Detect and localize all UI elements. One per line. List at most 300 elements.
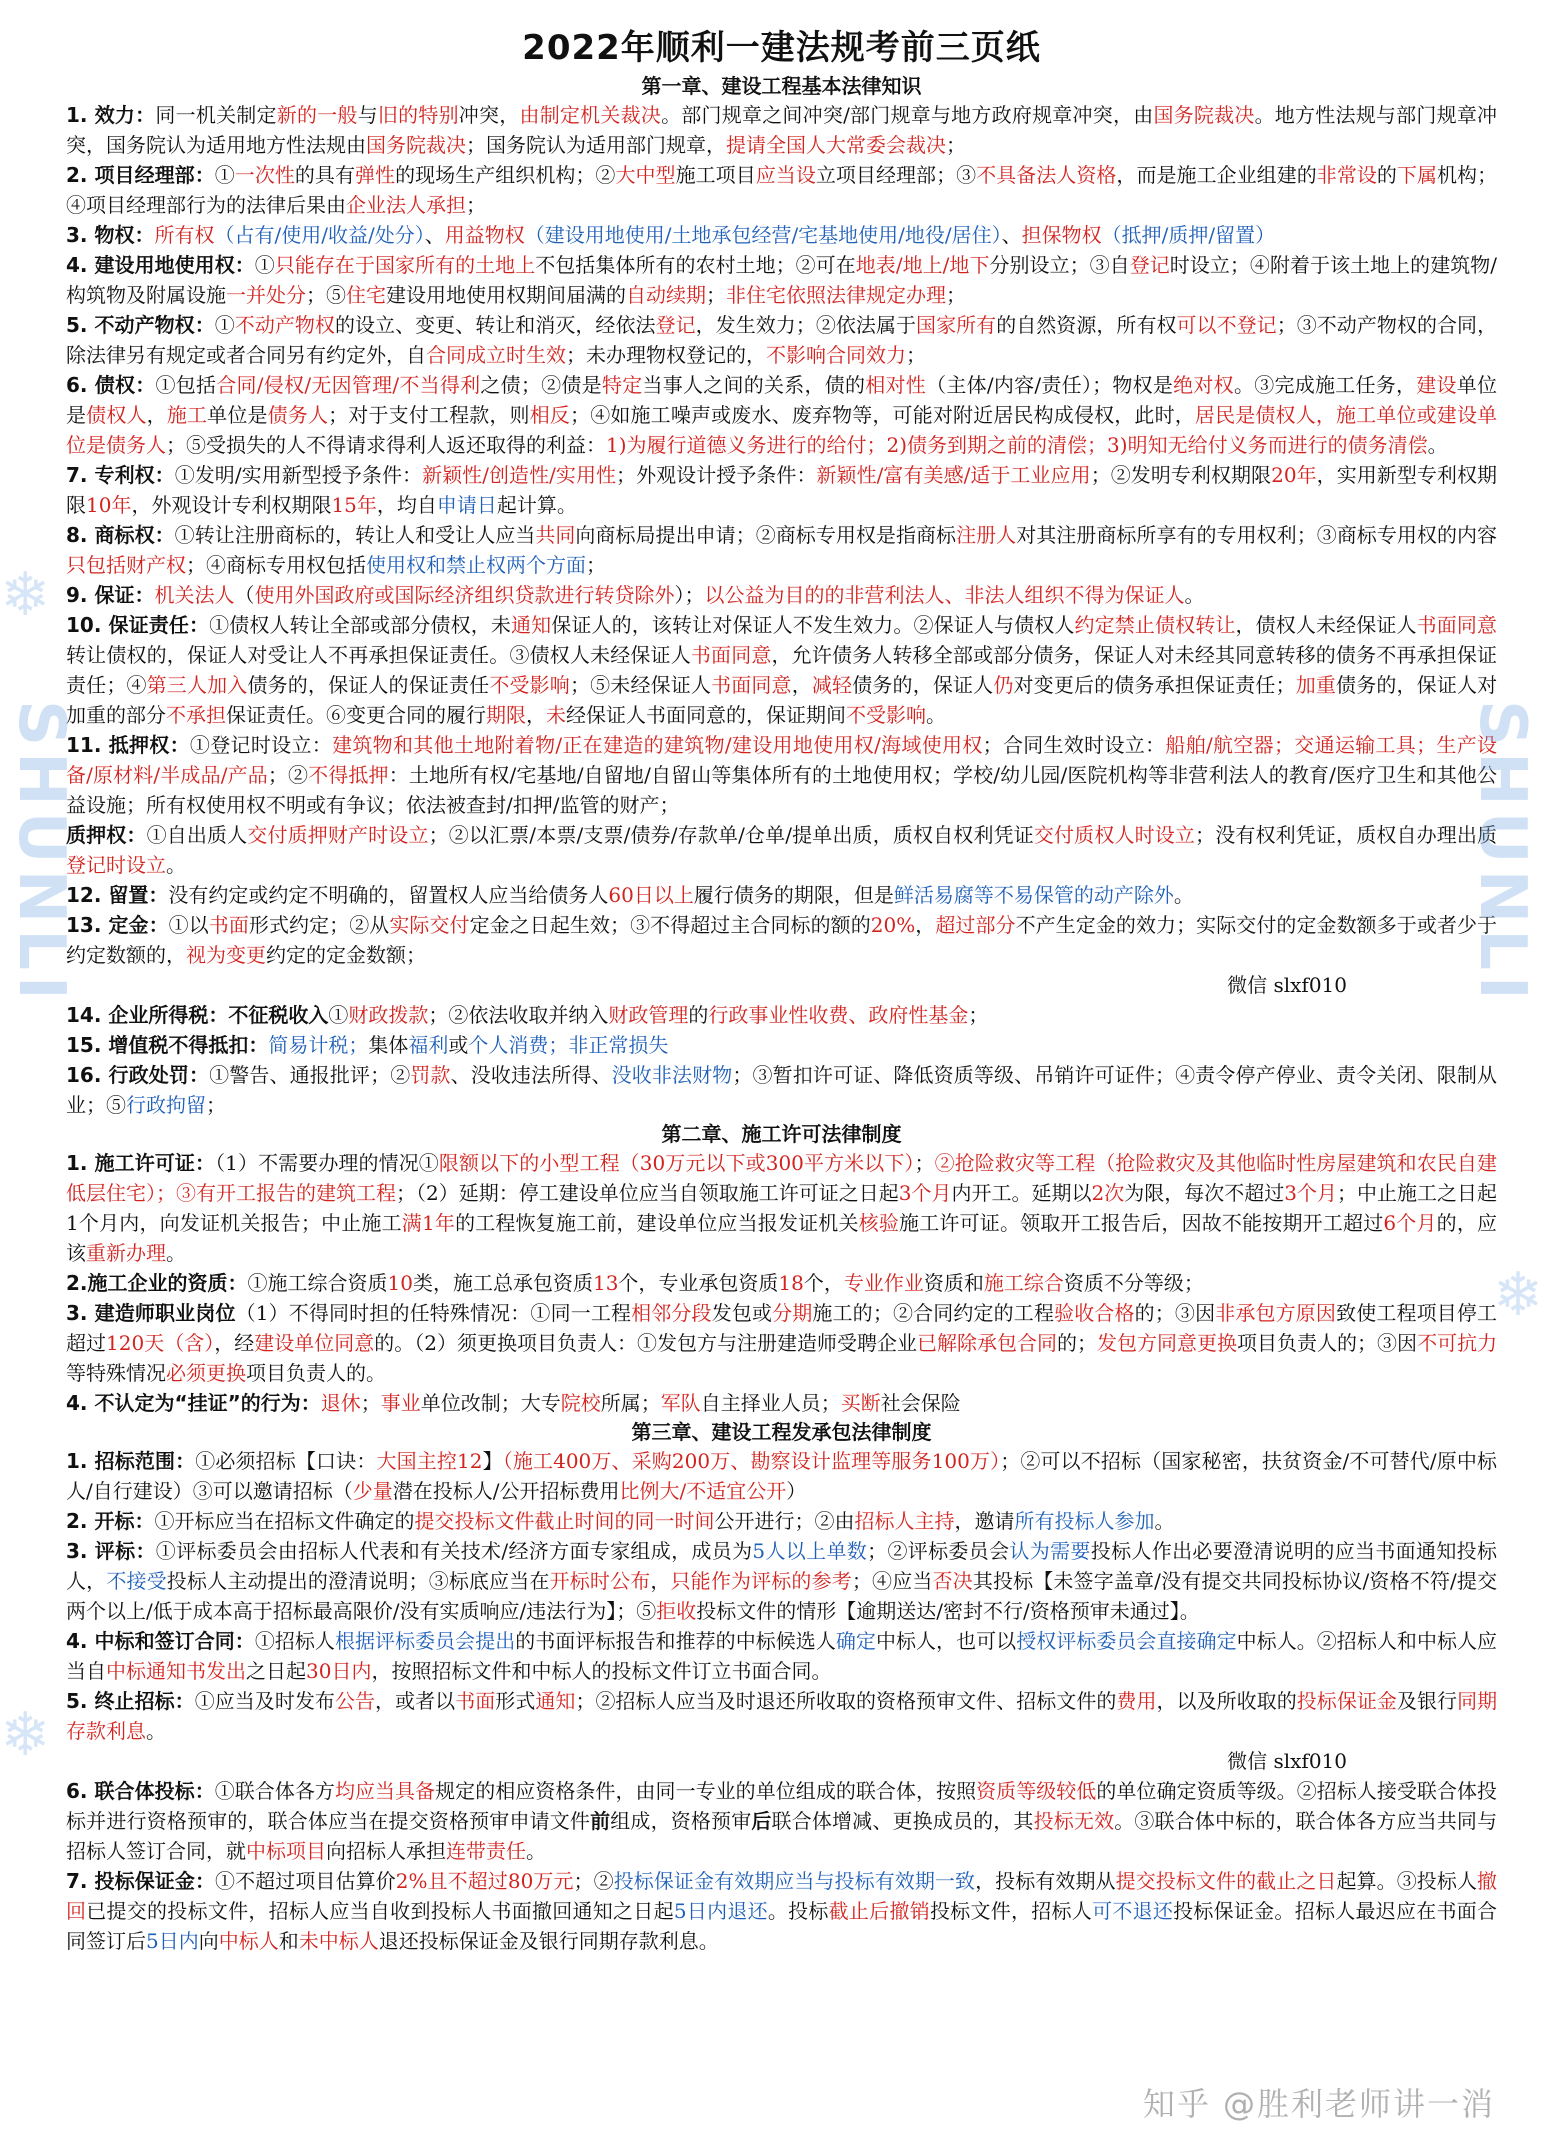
body-text: 形式约定；②从 [248, 913, 390, 937]
body-text: 或 [448, 1033, 469, 1057]
body-text: （1）不需要办理的情况① [215, 1151, 439, 1175]
body-text: 。 [1173, 883, 1194, 907]
body-text: 组成，资格预审 [610, 1809, 752, 1833]
body-text: 债务的，保证人对加重的部分 [66, 673, 1498, 727]
body-text: ； [906, 343, 926, 367]
key-point-red: ②抢险救灾等工程（抢险救灾及其他临时性房屋建筑和农民自建低层住宅）；③有开工报告的建筑工程 [66, 1151, 1497, 1205]
key-point-red: 30日内 [306, 1659, 372, 1683]
body-text: 。部门规章之间冲突/部门规章与地方政府规章冲突，由 [661, 103, 1154, 127]
body-text: 之债；②债是 [480, 373, 602, 397]
body-text: 规定的相应资格条件，由同一专业的单位组成的联合体，按照 [435, 1779, 977, 1803]
section-effect [66, 100, 1497, 160]
section-vat [66, 1030, 1497, 1060]
section-label: 9. 保证： [66, 583, 155, 607]
body-text: ① [254, 253, 275, 277]
key-point-blue: 确定 [835, 1629, 876, 1653]
body-text: 。 [1427, 433, 1448, 457]
key-point-red: 3个月 [898, 1181, 952, 1205]
body-text: 。 [1154, 1509, 1175, 1533]
body-text: ；（2）延期：停工建设单位应当自领取施工许可证之日起 [396, 1181, 899, 1205]
key-point-blue: 认为需要 [1009, 1539, 1091, 1563]
body-text: 为限，每次不超过 [1124, 1181, 1285, 1205]
body-text: 约定的定金数额； [266, 943, 426, 967]
section-label: 3. 物权： [66, 223, 155, 247]
snowflake-icon: ❄ [0, 1700, 51, 1770]
body-text: 冲突， [458, 103, 520, 127]
section-label: 13. 定金： [66, 913, 169, 937]
body-text: ①债权人转让全部或部分债权，未 [209, 613, 512, 637]
wechat-note-1: 微信 slxf010 [1227, 973, 1347, 997]
key-point-red: 由制定机关裁决 [519, 103, 662, 127]
key-point-red: 少量 [352, 1479, 393, 1503]
body-text: ①包括 [155, 373, 217, 397]
body-text: ， [146, 403, 167, 427]
key-point-blue: 申请日 [436, 493, 497, 517]
key-point-red: 国务院裁决 [1153, 103, 1255, 127]
body-text: ①开标应当在招标文件确定的 [154, 1509, 415, 1533]
key-point-red: 绝对权 [1173, 373, 1234, 397]
key-point-red: 投标保证金 [1296, 1689, 1397, 1713]
key-point-red: 实际交付 [389, 913, 470, 937]
body-text: 的工程恢复施工前，建设单位应当报发证机关 [455, 1211, 859, 1235]
key-point-red: 住宅 [346, 283, 386, 307]
body-text: 的单位确定资质等级。②招标人接受联合体投标并进行资格预审的，联合体应当在提交资格预审申请文件 [66, 1779, 1498, 1833]
section-lien [66, 880, 1497, 910]
body-text: 分别设立；③自 [989, 253, 1130, 277]
key-point-red: 公告 [334, 1689, 376, 1713]
key-point-blue: 个人消费；非正常损失 [468, 1033, 669, 1057]
body-text: ①评标委员会由招标人代表和有关技术/经济方面专家组成，成员为 [155, 1539, 753, 1563]
body-text: 转让债权的，保证人对受让人不再承担保证责任。③债权人未经保证人 [66, 643, 691, 667]
key-point-red: 发包方同意更换 [1097, 1331, 1238, 1355]
section-label: 1. 效力： [66, 103, 156, 127]
key-point-blue: 没收非法财物 [611, 1063, 733, 1087]
body-text: 形式 [495, 1689, 536, 1713]
section-label: 1. 招标范围： [66, 1449, 196, 1473]
body-text: ，发生效力；②依法属于 [695, 313, 917, 337]
body-text: 投标文件，招标人 [929, 1899, 1093, 1923]
section-admin-penalty [66, 1060, 1497, 1120]
body-text: 时设立；④附着于该土地上的建筑物/构筑物及附属设施 [66, 253, 1498, 307]
section-not-registration-lending [66, 1388, 1497, 1418]
section-label: 12. 留置： [66, 883, 169, 907]
key-point-red: 核验 [858, 1211, 900, 1235]
key-point-red: 已解除承包合同 [917, 1331, 1058, 1355]
key-point-red: 资质等级较低 [976, 1779, 1097, 1803]
section-income-tax [66, 1000, 1497, 1030]
key-point-red: 使用外国政府或国际经济组织贷款进行转贷除外 [254, 583, 675, 607]
body-text: 投标人主动提出的澄清说明；③标底应当在 [166, 1569, 550, 1593]
key-point-red: 2%且不超过80万元 [395, 1869, 574, 1893]
key-point-red: 约定禁止债权转让 [1074, 613, 1236, 637]
key-point-red: 验收合格 [1054, 1301, 1135, 1325]
key-point-red: 费用 [1116, 1689, 1157, 1713]
body-text: ， [526, 703, 546, 727]
body-text: ；未办理物权登记的， [566, 343, 766, 367]
body-text: ①必须招标【口诀： [195, 1449, 377, 1473]
key-point-red: 仍 [993, 673, 1014, 697]
body-text: 的自然资源，所有权 [996, 313, 1177, 337]
key-point-red: 登记时设立 [66, 853, 166, 877]
key-point-red: 军队 [660, 1391, 701, 1415]
key-point-red: 20年 [1271, 463, 1317, 487]
key-point-blue: 可不退还 [1092, 1899, 1174, 1923]
body-text: ：土地所有权/宅基地/自留地/自留山等集体所有的土地使用权；学校/幼儿园/医院机构等非营利法人的教育/医疗卫生和其他公益设施；所有权使用权不明或有争议；依法被查封/扣押/监管的财产； [66, 763, 1498, 817]
body-text: ；④商标专用权包括 [186, 553, 366, 577]
key-point-red: 共同 [535, 523, 576, 547]
key-point-blue: 福利 [408, 1033, 449, 1057]
body-text: ；⑤受损失的人不得请求得利人返还取得的利益： [166, 433, 606, 457]
key-point-red: 大国主控12 [376, 1449, 483, 1473]
body-text: ； [360, 1391, 381, 1415]
section-label: 5. 终止招标： [66, 1689, 195, 1713]
body-text: ；②依法收取并纳入 [428, 1003, 609, 1027]
body-text: ①警告、通报批评；② [209, 1063, 411, 1087]
key-point-red: 非常设 [1316, 163, 1377, 187]
body-text: 投标文件的情形【逾期送达/密封不行/资格预审未通过】。 [696, 1599, 1200, 1623]
body-text: ；②可以不招标（国家秘密，扶贫资金/不可替代/原中标人/自行建设）③可以邀请招标（ [66, 1449, 1498, 1503]
body-text: 致使工程项目停工超过 [66, 1301, 1498, 1355]
key-point-blue: 行政拘留 [126, 1093, 206, 1117]
body-text: ， [915, 913, 936, 937]
key-point-red: 建筑物和其他土地附着物/正在建造的建筑物/建设用地使用权/海域使用权 [332, 733, 983, 757]
key-point-red: 提请全国人大常委会裁决 [726, 133, 946, 157]
key-point-blue: 简易计税； [268, 1033, 369, 1057]
section-enterprise-qualification [66, 1268, 1497, 1298]
body-text: 机构；④项目经理部行为的法律后果由 [66, 163, 1498, 217]
body-text: ； [466, 193, 486, 217]
key-point-red: 拒收 [656, 1599, 697, 1623]
section-label: 2. 项目经理部： [66, 163, 215, 187]
body-text: ；② [573, 1869, 614, 1893]
key-point-red: 重新办理 [86, 1241, 166, 1265]
key-point-blue: 所有投标人参加 [1014, 1509, 1155, 1533]
section-pledge [66, 820, 1497, 880]
body-text: 。 [926, 703, 946, 727]
key-point-red: 不承担 [166, 703, 226, 727]
body-text: 资质和 [923, 1271, 984, 1295]
body-text: ①不超过项目估算价 [215, 1869, 396, 1893]
key-point-red: 不受影响 [489, 673, 570, 697]
key-point-red: 相对性 [865, 373, 927, 397]
key-point-red: 相反 [529, 403, 571, 427]
body-text: ； [586, 553, 606, 577]
section-label: 8. 商标权： [66, 523, 175, 547]
body-text: 施工许可证。领取开工报告后，因故不能按期开工超过 [899, 1211, 1384, 1235]
section-label: 1. 施工许可证： [66, 1151, 216, 1175]
body-text: 向 [198, 1929, 219, 1953]
key-point-blue: 不接受 [106, 1569, 167, 1593]
key-point-red: 60日以上 [608, 883, 694, 907]
body-text: 向招标人承担 [326, 1839, 446, 1863]
key-point-red: 3个月 [1284, 1181, 1337, 1205]
key-point-blue: 使用权和禁止权两个方面 [366, 553, 586, 577]
key-point-blue: （占有/使用/收益/处分） [214, 223, 425, 247]
section-constructor-post [66, 1298, 1497, 1388]
body-text: 内开工。延期以 [951, 1181, 1092, 1205]
key-point-red: 新颖性/富有美感/适于工业应用 [816, 463, 1091, 487]
key-point-red: 通知 [511, 613, 552, 637]
body-text: ，均自 [376, 493, 437, 517]
key-point-red: 只能存在于国家所有的土地上 [274, 253, 536, 277]
key-point-red: 15年 [331, 493, 377, 517]
section-land-use-right [66, 250, 1497, 310]
key-point-red: 开标时公布 [549, 1569, 651, 1593]
section-trademark [66, 520, 1497, 580]
key-point-red: 不得抵押 [308, 763, 389, 787]
key-point-red: 注册人 [956, 523, 1017, 547]
key-point-red: 否决 [932, 1569, 973, 1593]
body-text: 没有约定或约定不明确的，留置权人应当给债务人 [168, 883, 609, 907]
body-text: 、没收违法所得、 [450, 1063, 612, 1087]
key-point-red: 新颖性/创造性/实用性 [422, 463, 617, 487]
key-point-red: 6个月 [1383, 1211, 1437, 1235]
body-text: 的现场生产组织机构；② [395, 163, 616, 187]
body-text: ；③暂扣许可证、降低资质等级、吊销许可证件；④责令停产停业、责令关闭、限制从业；⑤ [66, 1063, 1497, 1117]
body-text: ①应当及时发布 [194, 1689, 335, 1713]
body-text: ① [328, 1003, 349, 1027]
key-point-red: 下属 [1396, 163, 1438, 187]
key-point-red: 通知 [535, 1689, 576, 1713]
section-label: 11. 抵押权： [66, 733, 190, 757]
key-point-red: 投标无效 [1033, 1809, 1115, 1833]
body-text: ）； [674, 583, 705, 607]
body-text: ； [946, 133, 966, 157]
document-title: 2022年顺利一建法规考前三页纸 [522, 28, 1041, 68]
body-text: ，以及所收取的 [1156, 1689, 1297, 1713]
body-text: 。 [1184, 583, 1205, 607]
key-point-red: 买断 [840, 1391, 881, 1415]
section-label: 2.施工企业的资质： [66, 1271, 248, 1295]
key-point-red: 自动续期 [626, 283, 706, 307]
key-point-red: 满1年 [401, 1211, 456, 1235]
key-point-red: 20% [870, 913, 916, 937]
body-text: 。③完成施工任务， [1233, 373, 1417, 397]
body-text: 项目负责人的；③因 [1237, 1331, 1418, 1355]
body-text: 不包括集体所有的农村土地；②可在 [535, 253, 856, 277]
key-point-red: 用益物权 [444, 223, 525, 247]
section-deposit [66, 910, 1497, 970]
body-text: 中标人，也可以 [875, 1629, 1017, 1653]
key-point-red: 第三人加入 [146, 673, 248, 697]
body-text: 保证责任。⑥变更合同的履行 [226, 703, 486, 727]
section-label: 10. 保证责任： [66, 613, 210, 637]
body-text: 其投标【未签字盖章/没有提交共同投标协议/资格不符/提交两个以上/低于成本高于招标最高限价/没有实质响应/违法行为】；⑤ [66, 1569, 1498, 1623]
body-text: 不产生定金的效力；实际交付的定金数额多于或者少于约定数额的， [66, 913, 1498, 967]
key-point-red: 只能作为评标的参考 [670, 1569, 852, 1593]
key-point-red: 一并处分 [226, 283, 306, 307]
key-point-red: 同期存款利息 [66, 1689, 1498, 1743]
footer-watermark: 知乎 @胜利老师讲一消 [1142, 2085, 1495, 2123]
section-property-right [66, 220, 1497, 250]
key-point-red: 书面 [455, 1689, 496, 1713]
key-point-red: 非住宅依照法律规定办理 [726, 283, 946, 307]
key-point-red: 建设单位同意 [254, 1331, 375, 1355]
section-label: 2. 开标： [66, 1509, 155, 1533]
key-point-red: 2次 [1091, 1181, 1125, 1205]
key-point-red: 招标人主持 [854, 1509, 955, 1533]
body-text: ①登记时设立： [189, 733, 333, 757]
section-real-estate-right [66, 310, 1497, 370]
body-text: 的 [1376, 163, 1397, 187]
body-text: ，或者以 [375, 1689, 456, 1713]
body-text: 同一机关制定 [155, 103, 277, 127]
body-text: 个，专业承包资质 [618, 1271, 779, 1295]
key-point-red: 院校 [560, 1391, 601, 1415]
key-point-red: 减轻 [811, 673, 853, 697]
key-point-red: 不具备法人资格 [976, 163, 1117, 187]
key-point-red: 书面同意 [690, 643, 772, 667]
key-point-red: 债务人 [267, 403, 329, 427]
body-text: 当事人之间的关系，债的 [642, 373, 866, 397]
body-text: 中标人。②招标人和中标人应当自 [66, 1629, 1498, 1683]
body-text: 】 [482, 1449, 503, 1473]
key-point-red: 非承包方原因 [1215, 1301, 1337, 1325]
key-point-red: 未中标人 [298, 1929, 379, 1953]
body-text: 及银行 [1396, 1689, 1458, 1713]
body-text: 与 [357, 103, 378, 127]
body-text: 、 [424, 223, 445, 247]
body-text: ， [650, 1569, 671, 1593]
body-text: ； [914, 1151, 935, 1175]
key-point-red: 特定 [601, 373, 643, 397]
key-point-red: 均应当具备 [334, 1779, 436, 1803]
body-text: 经保证人书面同意的，保证期间 [566, 703, 846, 727]
body-text: 资质不分等级； [1063, 1271, 1204, 1295]
body-text: 。 [166, 853, 186, 877]
body-text: 向商标局提出申请；②商标专用权是指商标 [575, 523, 957, 547]
body-text: 投标保证金。招标人最迟应在书面合同签订后 [66, 1899, 1498, 1953]
side-watermark-left: SHUNLI [4, 700, 78, 1006]
key-point-red: 大中型 [615, 163, 676, 187]
body-text: 定金之日起生效；③不得超过主合同标的额的 [469, 913, 871, 937]
body-text: ， [791, 673, 812, 697]
body-text: （ [234, 583, 255, 607]
body-text: ；②以汇票/本票/支票/债券/存款单/仓单/提单出质，质权自权利凭证 [428, 823, 1034, 847]
body-text: 债务的，保证人的保证责任 [247, 673, 490, 697]
chapter-3-body [66, 1446, 1497, 1956]
key-point-red: 提交投标文件截止时间的同一时间 [414, 1509, 715, 1533]
wechat-note-2: 微信 slxf010 [1227, 1749, 1347, 1773]
key-point-red: 新的一般 [276, 103, 358, 127]
key-point-red: 船舶/航空器；交通运输工具；生产设备/原材料/半成品/产品 [66, 733, 1498, 787]
chapter-heading-3: 第三章、建设工程发承包法律制度 [631, 1420, 932, 1444]
key-point-red: 合同成立时生效 [426, 343, 566, 367]
body-text: （主体/内容/责任）；物权是 [926, 373, 1174, 397]
key-point-red: 18 [778, 1271, 804, 1295]
key-point-red: 机关法人 [154, 583, 235, 607]
side-watermark-right: SHUNLI [1465, 700, 1539, 1006]
section-creditor-right [66, 370, 1497, 460]
key-point-red: 13 [592, 1271, 619, 1295]
key-point-red: 退休 [320, 1391, 361, 1415]
key-point-blue: 5日内退还 [673, 1899, 768, 1923]
chapter-1-body [66, 100, 1497, 1120]
key-point-red: 期限 [486, 703, 526, 727]
section-label: 3. 评标： [66, 1539, 156, 1563]
body-text: 施工的；②合同约定的工程 [812, 1301, 1055, 1325]
key-point-red: 一次性 [234, 163, 295, 187]
body-text: 社会保险 [880, 1391, 961, 1415]
section-construction-permit [66, 1148, 1497, 1268]
key-point-red: 所有权 [154, 223, 215, 247]
body-text: ；②发明专利权期限 [1090, 463, 1272, 487]
body-text: 。地方性法规与部门规章冲突，国务院认为适用地方性法规由 [66, 103, 1498, 157]
section-label: 质押权： [66, 823, 147, 847]
body-text: 的； [1057, 1331, 1098, 1355]
key-point-red: 罚款 [410, 1063, 451, 1087]
body-text: ① [214, 163, 235, 187]
body-text: 履行债务的期限，但是 [693, 883, 894, 907]
key-point-red: 未 [546, 703, 566, 727]
key-point-red: 企业法人承担 [346, 193, 466, 217]
key-point-red: 10 [387, 1271, 413, 1295]
body-text: 的设立、变更、转让和消灭，经依法 [334, 313, 656, 337]
section-guarantee [66, 580, 1497, 610]
body-text: ；中止施工之日起1个月内，向发证机关报告；中止施工 [66, 1181, 1498, 1235]
section-bidding-scope [66, 1446, 1497, 1506]
body-text: ； [206, 1093, 226, 1117]
section-label: 14. 企业所得税：不征税收入 [66, 1003, 329, 1027]
section-label: 前 [590, 1809, 611, 1833]
body-text: ，按照招标文件和中标人的投标文件订立书面合同。 [371, 1659, 832, 1683]
body-text: 的；③因 [1134, 1301, 1216, 1325]
snowflake-icon: ❄ [0, 560, 51, 630]
key-point-red: 提交投标文件的截止之日 [1115, 1869, 1337, 1893]
key-point-red: 中标人 [218, 1929, 279, 1953]
key-point-red: 不影响合同效力 [766, 343, 906, 367]
key-point-blue: 授权评标委员会直接确定 [1016, 1629, 1237, 1653]
body-text: 已提交的投标文件，招标人应当自收到投标人书面撤回通知之日起 [86, 1899, 674, 1923]
section-patent [66, 460, 1497, 520]
key-point-red: 登记 [655, 313, 696, 337]
key-point-red: 事业 [380, 1391, 421, 1415]
body-text: 之日起 [246, 1659, 306, 1683]
body-text: ； [968, 1003, 989, 1027]
body-text: 投标人作出必要澄清说明的应当书面通知投标人， [66, 1539, 1498, 1593]
body-text: 对变更后的债务承担保证责任； [1013, 673, 1296, 697]
body-text: 所属； [600, 1391, 661, 1415]
body-text: ，投标有效期从 [975, 1869, 1116, 1893]
section-bid-evaluation [66, 1536, 1497, 1626]
key-point-red: 书面 [208, 913, 249, 937]
key-point-red: 不可抗力 [1417, 1331, 1498, 1355]
key-point-red: 施工 [166, 403, 208, 427]
key-point-red: 撤回 [66, 1869, 1498, 1923]
body-text: 。 [146, 1719, 166, 1743]
key-point-red: 比例大/不适宜公开 [619, 1479, 787, 1503]
body-text: 和 [278, 1929, 299, 1953]
body-text: ；④应当 [851, 1569, 933, 1593]
key-point-red: 担保物权 [1021, 223, 1102, 247]
section-label: 4. 不认定为“挂证”的行为： [66, 1391, 321, 1415]
key-point-blue: （抵押/质押/留置） [1101, 223, 1276, 247]
section-label: 3. 建造师职业岗位 [66, 1301, 236, 1325]
body-text: 集体 [368, 1033, 409, 1057]
key-point-red: 不受影响 [846, 703, 926, 727]
body-text: 、 [1001, 223, 1022, 247]
section-mortgage [66, 730, 1497, 820]
section-project-dept [66, 160, 1497, 220]
body-text: ，实用新型专利权期限 [66, 463, 1498, 517]
key-point-red: 120天（含） [106, 1331, 215, 1355]
body-text: ① [214, 313, 235, 337]
body-text: ①施工综合资质 [247, 1271, 388, 1295]
body-text: ，而是施工企业组建的 [1116, 163, 1317, 187]
key-point-red: 10年 [86, 493, 132, 517]
body-text: 单位改制；大专 [420, 1391, 561, 1415]
body-text: ①转让注册商标的，转让人和受让人应当 [174, 523, 536, 547]
